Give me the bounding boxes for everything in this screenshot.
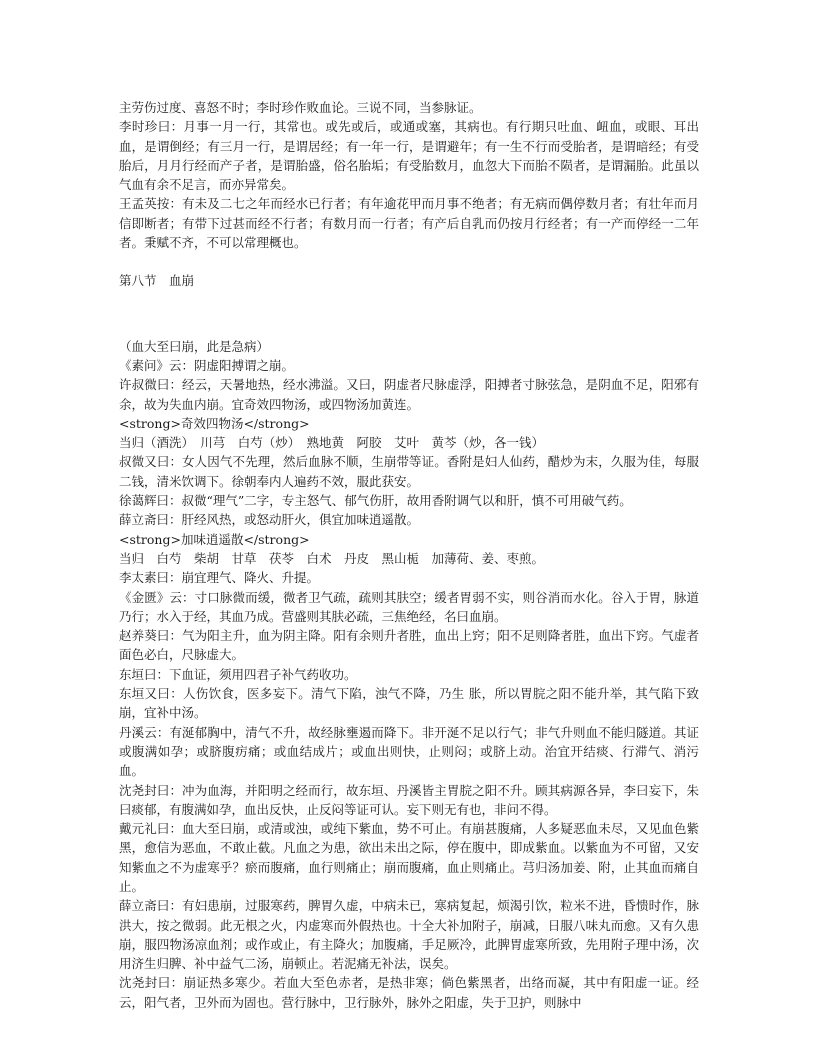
paragraph: 徐蔼辉曰：叔微“理气”二字，专主怒气、郁气伤肝，故用香附调气以和肝，慎不可用破气药。 [119,493,632,509]
paragraph: 薛立斋曰：有妇患崩，过服寒药，脾胃久虚，中病未已，寒病复起，烦渴引饮，粒米不进，昏愦时作，脉洪大，按之微弱。此无根之火，内虚寒而外假热也。十全大补加附子，崩减，日服八味丸而愈。又有久患崩，服四物汤凉血剂；或作或止，有主降火；加腹痛，手足厥冷，此脾胃虚寒所致，先用附子理中汤，次用济生归脾、补中益气二汤，崩顿止。若泥痛无补法，误矣。 [119,898,699,972]
paragraph: 东垣曰：下血证，须用四君子补气药收功。 [119,666,357,682]
paragraph: 李时珍曰：月事一月一行，其常也。或先或后，或通或塞，其病也。有行期只吐血、衄血，或眼、耳出血，是谓倒经；有三月一行，是谓居经；有一年一行，是谓避年；有一生不行而受胎者，是谓暗经；有受胎后，月月行经而产子者，是谓胎盛，俗名胎垢；有受胎数月，血忽大下而胎不陨者，是谓漏胎。此虽以气血有余不足言，而亦异常矣。 [119,119,699,193]
paragraph: 主劳伤过度、喜怒不时；李时珍作败血论。三说不同，当参脉证。 [119,100,482,115]
paragraph: 赵养葵曰：气为阳主升，血为阴主降。阳有余则升者胜，血出上窍；阳不足则降者胜，血出下窍。气虚者面色必白，尺脉虚大。 [119,628,699,663]
paragraph: <strong>加味逍遥散</strong> [119,531,310,547]
paragraph: 李太素曰：崩宜理气、降火、升提。 [119,570,320,586]
section-heading: 第八节 血崩 [119,273,195,289]
paragraph: <strong>奇效四物汤</strong> [119,415,310,431]
intro-section [119,98,699,252]
body-section [119,337,699,1012]
paragraph: 王孟英按：有未及二七之年而经水已行者；有年逾花甲而月事不绝者；有无病而偶停数月者；有壮年而月信即断者；有带下过甚而经不行者；有数月而一行者；有产后自乳而仍按月行经者；有一产而停经一二年者。秉赋不齐，不可以常理概也。 [119,196,699,251]
paragraph: 许叔微曰：经云，天暑地热，经水沸溢。又曰，阴虚者尺脉虚浮，阳搏者寸脉弦急，是阴血不足，阳邪有余，故为失血内崩。宜奇效四物汤，或四物汤加黄连。 [119,377,699,412]
paragraph: 戴元礼曰：血大至曰崩，或清或浊，或纯下紫血，势不可止。有崩甚腹痛，人多疑恶血未尽，又见血色紫黑，愈信为恶血，不敢止截。凡血之为患，欲出未出之际，停在腹中，即成紫血。以紫血为不可留，又安知紫血之不为虚寒乎？瘀而腹痛，血行则痛止；崩而腹痛，血止则痛止。芎归汤加姜、附，止其血而痛自止。 [119,821,699,894]
paragraph: 当归（酒洗） 川芎 白芍（炒） 熟地黄 阿胶 艾叶 黄芩（炒，各一钱） [119,435,545,451]
paragraph: （血大至曰崩，此是急病） [119,338,270,354]
document-page [119,98,699,1012]
paragraph: 东垣又曰：人伤饮食，医多妄下。清气下陷，浊气不降，乃生 胀，所以胃脘之阳不能升举，其气陷下致崩，宜补中汤。 [119,686,699,721]
paragraph: 当归 白芍 柴胡 甘草 茯苓 白术 丹皮 黑山栀 加薄荷、姜、枣煎。 [119,550,545,566]
paragraph: 《素问》云：阴虚阳搏谓之崩。 [119,357,295,373]
paragraph: 薛立斋曰：肝经风热，或怒动肝火，俱宜加味逍遥散。 [119,512,420,528]
paragraph: 丹溪云：有涎郁胸中，清气不升，故经脉壅遏而降下。非开涎不足以行气；非气升则血不能归隧道。其证或腹满如孕；或脐腹疠痛；或血结成片；或血出则快，止则闷；或脐上动。治宜开结痰、行滞气、消污血。 [119,724,699,779]
paragraph: 《金匮》云：寸口脉微而缓，微者卫气疏，疏则其肤空；缓者胃弱不实，则谷消而水化。谷入于胃，脉道乃行；水入于经，其血乃成。营盛则其肤必疏，三焦绝经，名曰血崩。 [119,589,699,624]
spacer [119,291,699,337]
paragraph: 沈尧封曰：冲为血海，并阳明之经而行，故东垣、丹溪皆主胃脘之阳不升。顾其病源各异，李曰妄下，朱曰痰郁，有腹满如孕，血出反快，止反闷等证可认。妄下则无有也，非问不得。 [119,782,699,817]
paragraph: 沈尧封曰：崩证热多寒少。若血大至色赤者，是热非寒；倘色紫黑者，出络而凝，其中有阳虚一证。经云，阳气者，卫外而为固也。营行脉中，卫行脉外，脉外之阳虚，失于卫护，则脉中 [119,975,699,1010]
paragraph: 叔微又曰：女人因气不先理，然后血脉不顺，生崩带等证。香附是妇人仙药，醋炒为末，久服为佳，每服二钱，清米饮调下。徐朝奉内人遍药不效，服此获安。 [119,454,699,489]
